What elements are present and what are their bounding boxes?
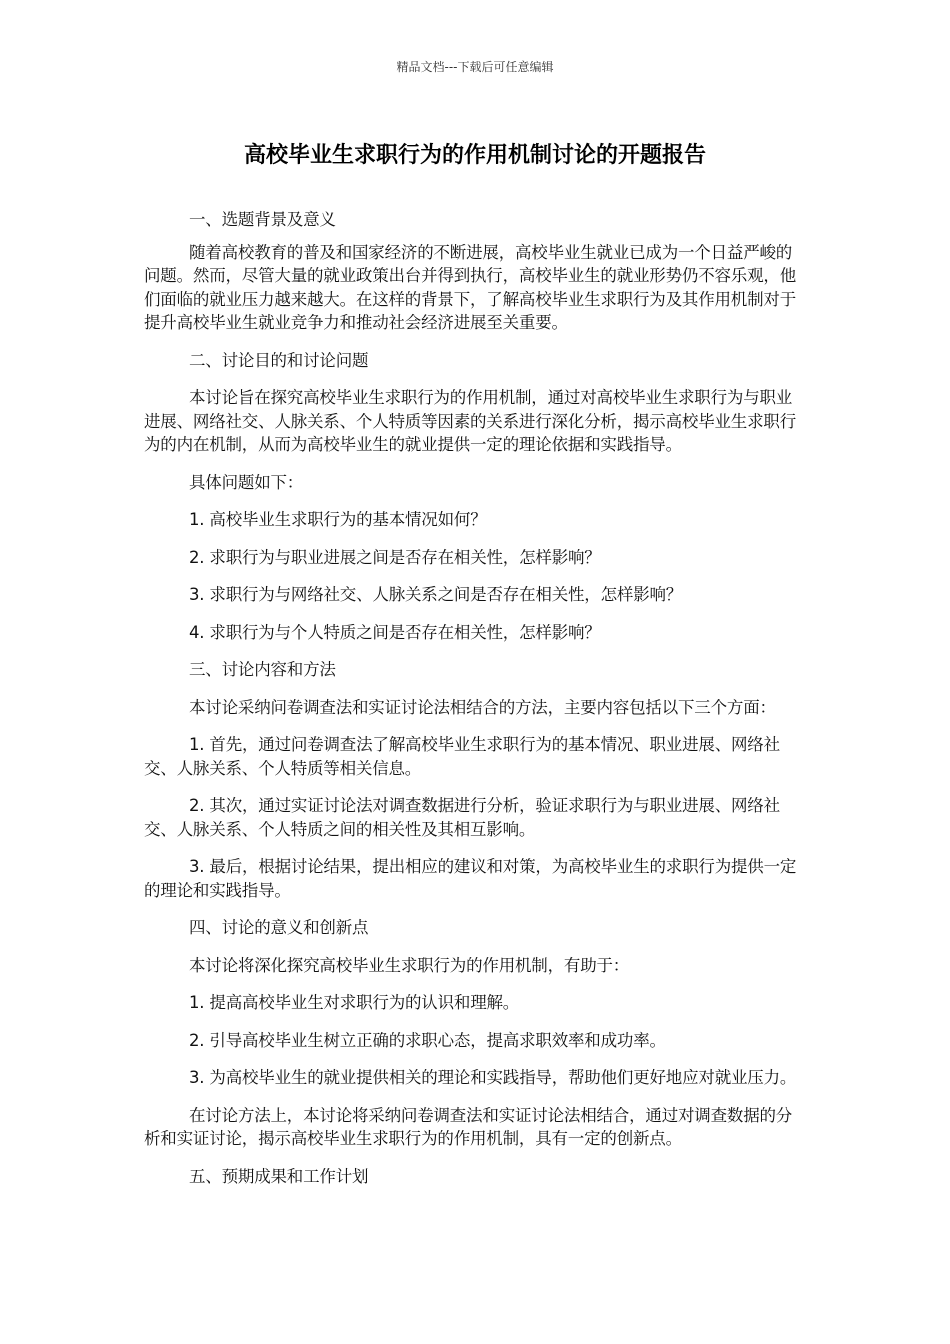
list-item-significance-1: 1. 提高高校毕业生对求职行为的认识和理解。: [189, 993, 520, 1012]
section-heading-3: 三、讨论内容和方法: [189, 660, 336, 679]
paragraph-background: 随着高校教育的普及和国家经济的不断进展，高校毕业生就业已成为一个日益严峻的问题。然而，尽管大量的就业政策出台并得到执行，高校毕业生的就业形势仍不容乐观，他们面临的就业压力越来越大。在这样的背景下，了解高校毕业生求职行为及其作用机制对于提升高校毕业生就业竞争力和推动社会经济进展至关重要。: [144, 242, 797, 332]
paragraph-questions-intro: 具体问题如下：: [189, 472, 304, 492]
list-item-question-1: 1. 高校毕业生求职行为的基本情况如何？: [189, 510, 487, 529]
list-item-significance-2: 2. 引导高校毕业生树立正确的求职心态，提高求职效率和成功率。: [189, 1030, 666, 1050]
list-item-method-2: 2. 其次，通过实证讨论法对调查数据进行分析，验证求职行为与职业进展、网络社交、人脉关系、个人特质之间的相关性及其相互影响。: [144, 796, 780, 839]
paragraph-significance-intro: 本讨论将深化探究高校毕业生求职行为的作用机制，有助于：: [189, 955, 630, 975]
list-item-method-3: 3. 最后，根据讨论结果，提出相应的建议和对策，为高校毕业生的求职行为提供一定的理论和实践指导。: [144, 857, 797, 900]
document-title: 高校毕业生求职行为的作用机制讨论的开题报告: [243, 143, 706, 168]
paragraph-methods-intro: 本讨论采纳问卷调查法和实证讨论法相结合的方法，主要内容包括以下三个方面：: [189, 697, 776, 717]
paragraph-purpose: 本讨论旨在探究高校毕业生求职行为的作用机制，通过对高校毕业生求职行为与职业进展、网络社交、人脉关系、个人特质等因素的关系进行深化分析，揭示高校毕业生求职行为的内在机制，从而为高校毕业生的就业提供一定的理论依据和实践指导。: [144, 388, 797, 454]
section-heading-1: 一、选题背景及意义: [189, 210, 336, 229]
section-heading-2: 二、讨论目的和讨论问题: [189, 350, 369, 370]
section-heading-4: 四、讨论的意义和创新点: [189, 918, 369, 937]
list-item-question-2: 2. 求职行为与职业进展之间是否存在相关性，怎样影响？: [189, 547, 601, 567]
list-item-method-1: 1. 首先，通过问卷调查法了解高校毕业生求职行为的基本情况、职业进展、网络社交、人脉关系、个人特质等相关信息。: [144, 735, 780, 778]
header-note: 精品文档---下载后可任意编辑: [396, 60, 554, 74]
list-item-question-4: 4. 求职行为与个人特质之间是否存在相关性，怎样影响？: [189, 622, 601, 642]
section-heading-5: 五、预期成果和工作计划: [189, 1166, 369, 1186]
document-body: [144, 208, 808, 1188]
list-item-question-3: 3. 求职行为与网络社交、人脉关系之间是否存在相关性，怎样影响？: [189, 585, 683, 604]
list-item-significance-3: 3. 为高校毕业生的就业提供相关的理论和实践指导，帮助他们更好地应对就业压力。: [189, 1068, 797, 1087]
paragraph-innovation: 在讨论方法上，本讨论将采纳问卷调查法和实证讨论法相结合，通过对调查数据的分析和实证讨论，揭示高校毕业生求职行为的作用机制，具有一定的创新点。: [144, 1105, 793, 1148]
